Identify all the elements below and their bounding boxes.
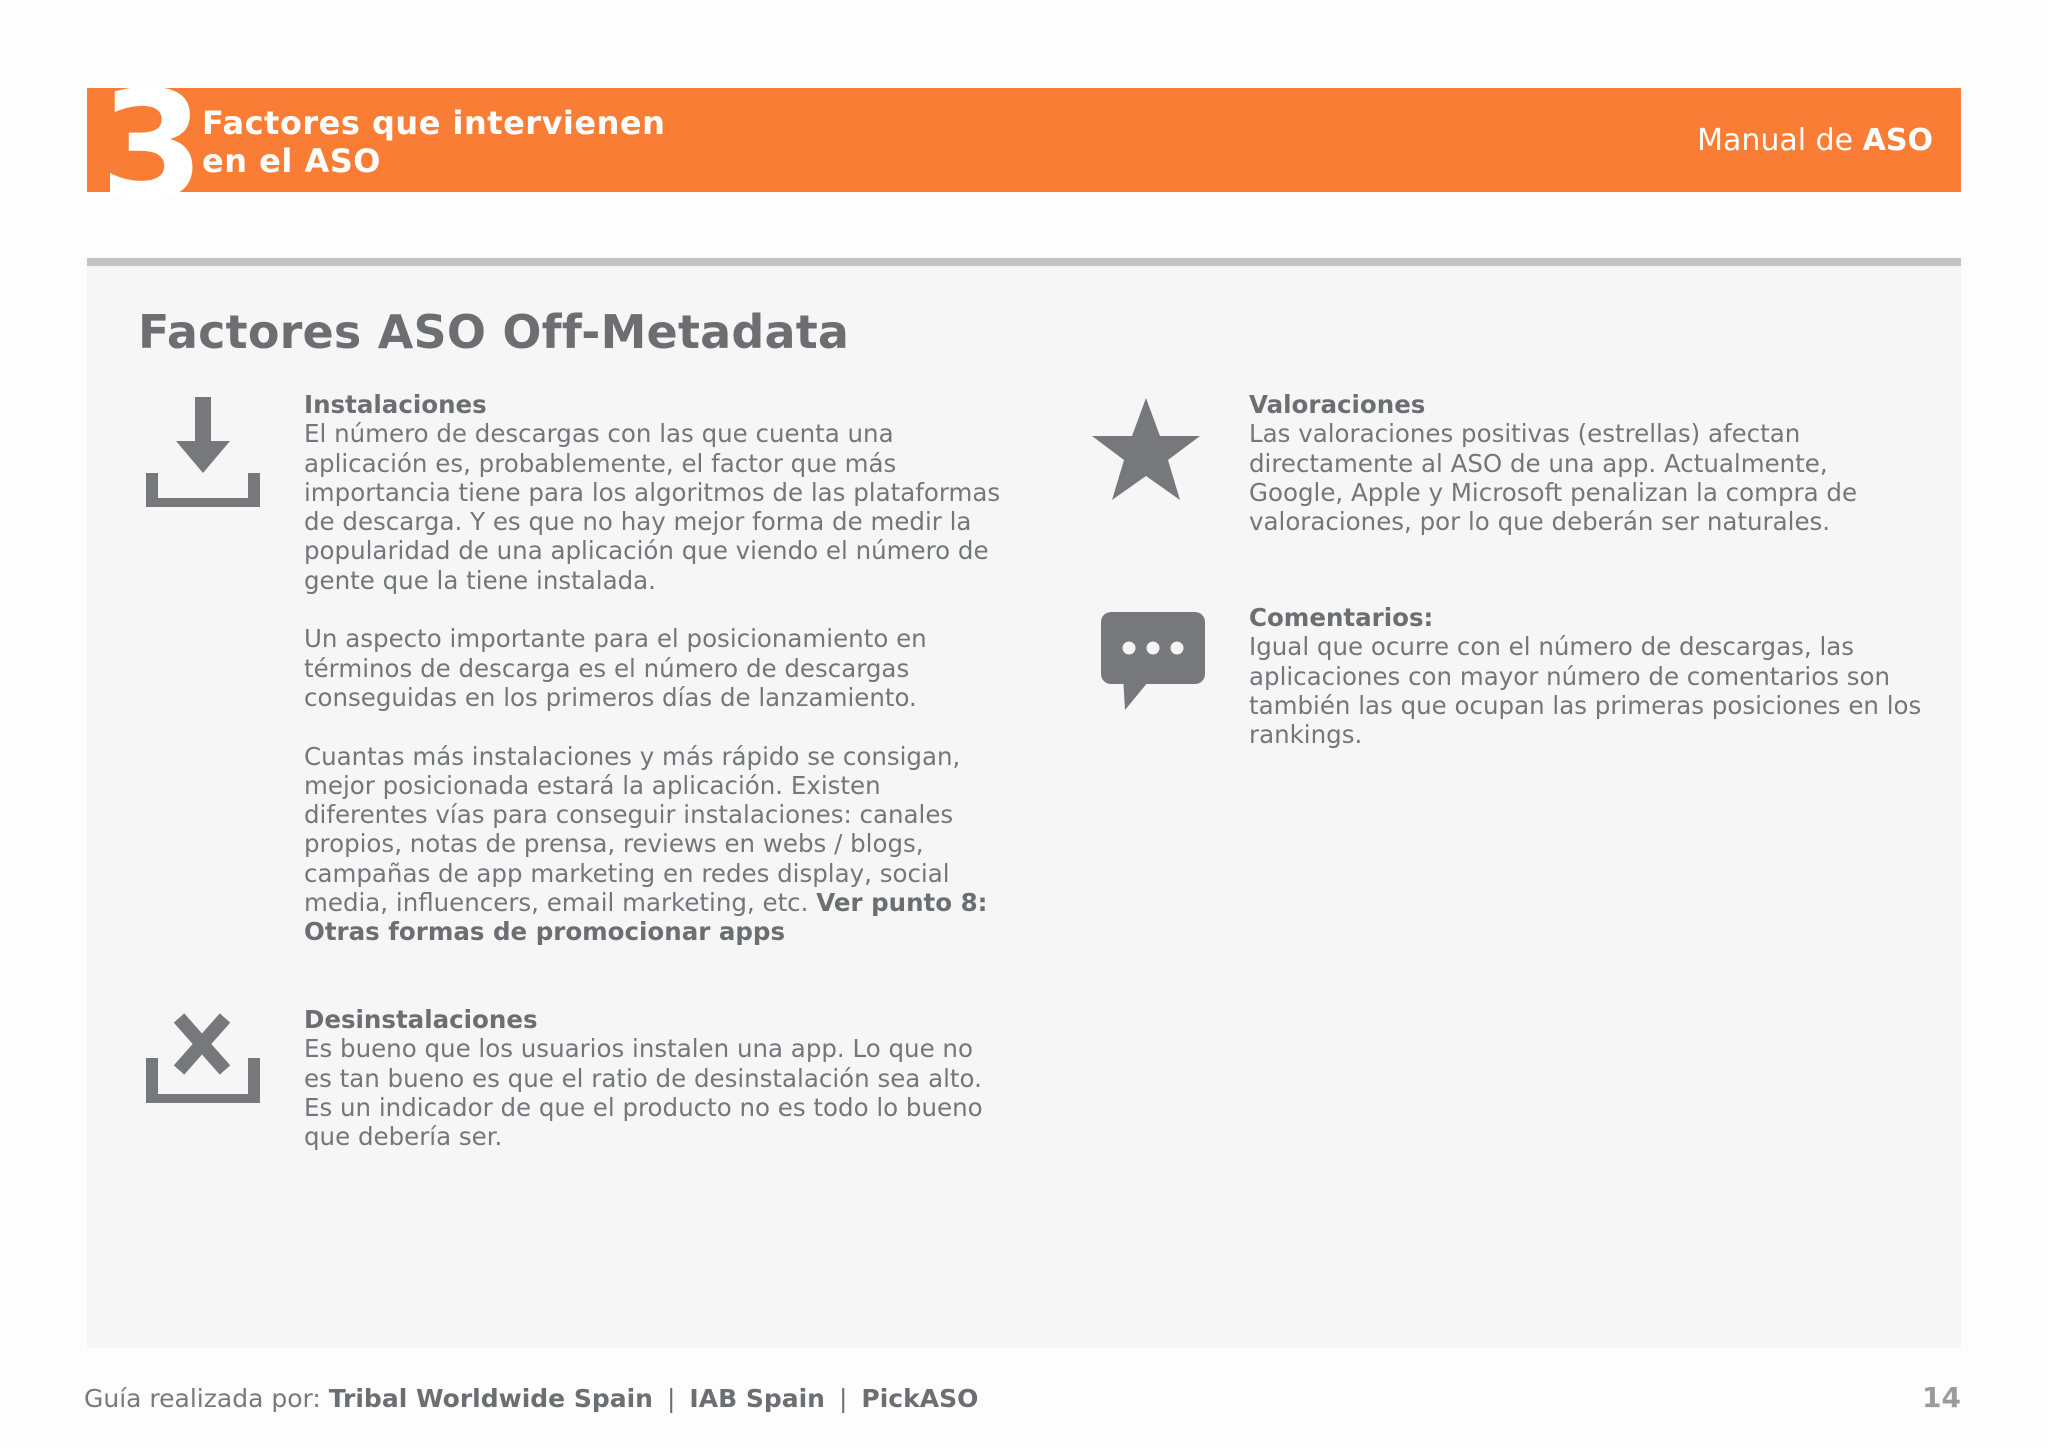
installs-paragraph-3-text: Cuantas más instalaciones y más rápido se consigan, mejor posicionada estará la aplicación. Existen diferentes vías para conseguir instalaciones: canales propios, notas de prensa, reviews en webs / blogs, campañas de app marketing en redes display, social media, influencers, email marketing, etc.: [304, 741, 961, 918]
footer-separator-1: |: [666, 1384, 676, 1413]
installs-paragraph-2: Un aspecto importante para el posicionamiento en términos de descarga es el número de descargas conseguidas en los primeros días de lanzamiento.: [304, 624, 927, 712]
chapter-title-line2: en el ASO: [202, 142, 381, 180]
installs-paragraph-1: El número de descargas con las que cuenta una aplicación es, probablemente, el factor que más importancia tiene para los algoritmos de las plataformas de descarga. Y es que no hay mejor forma de medir la popularidad de una aplicación que viendo el número de gente que la tiene instalada.: [304, 419, 1001, 595]
installs-heading: Instalaciones: [304, 390, 487, 419]
section-title: Factores ASO Off-Metadata: [138, 305, 850, 359]
installs-block: [304, 390, 1004, 947]
footer-credits: [84, 1382, 978, 1416]
manual-prefix: Manual de: [1697, 123, 1854, 158]
ratings-paragraph-1: Las valoraciones positivas (estrellas) afectan directamente al ASO de una app. Actualmente, Google, Apple y Microsoft penalizan la compra de valoraciones, por lo que deberán ser naturales.: [1249, 419, 1858, 537]
uninstalls-heading: Desinstalaciones: [304, 1005, 538, 1034]
footer-company-2: IAB Spain: [689, 1384, 825, 1413]
ratings-heading: Valoraciones: [1249, 390, 1426, 419]
chapter-title-line1: Factores que intervienen: [202, 104, 666, 142]
installs-paragraph-3: [304, 742, 1004, 947]
footer-prefix: Guía realizada por:: [84, 1384, 321, 1413]
uninstalls-block: [304, 1005, 1004, 1151]
footer-company-1: Tribal Worldwide Spain: [328, 1384, 653, 1413]
ratings-block: [1249, 390, 1929, 536]
chapter-title: [202, 104, 665, 180]
footer-company-3: PickASO: [861, 1384, 979, 1413]
footer-separator-2: |: [838, 1384, 848, 1413]
star-icon: [1090, 396, 1202, 508]
comments-heading: Comentarios:: [1249, 603, 1434, 632]
uninstalls-paragraph-1: Es bueno que los usuarios instalen una app. Lo que no es tan bueno es que el ratio de desinstalación sea alto. Es un indicador de que el producto no es todo lo bueno que debería ser.: [304, 1034, 983, 1152]
comments-paragraph-1: Igual que ocurre con el número de descargas, las aplicaciones con mayor número de comentarios son también las que ocupan las primeras posiciones en los rankings.: [1249, 632, 1922, 750]
download-icon: [146, 397, 260, 511]
comment-icon: [1101, 612, 1205, 712]
manual-label: [1697, 123, 1933, 159]
chapter-number: 3: [100, 60, 201, 234]
uninstall-icon: [146, 1012, 260, 1104]
page-number: 14: [1922, 1381, 1961, 1414]
manual-brand: ASO: [1862, 123, 1933, 158]
installs-reference: Ver punto 8: Otras formas de promocionar apps: [304, 888, 988, 947]
comments-block: [1249, 603, 1929, 749]
